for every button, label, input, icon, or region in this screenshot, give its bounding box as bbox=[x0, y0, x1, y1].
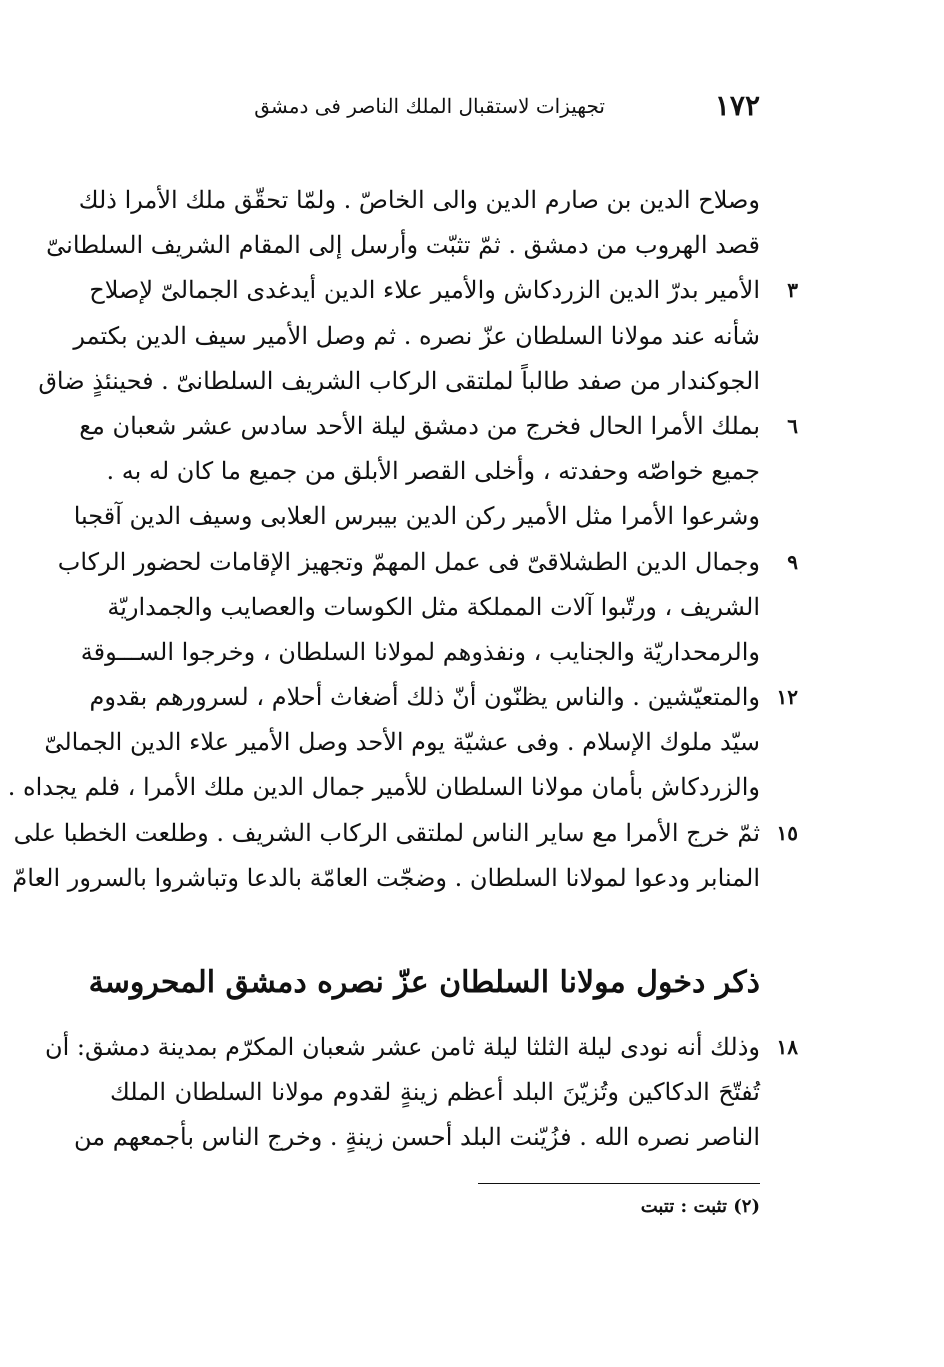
text-line bbox=[38, 359, 760, 404]
text-line bbox=[57, 540, 798, 585]
line-text: الشريف ، ورتّبوا آلات المملكة مثل الكوسات والعصايب والجمداريّة bbox=[107, 592, 760, 621]
body-paragraph bbox=[7, 178, 798, 901]
page-number: ١٧٢ bbox=[714, 89, 760, 122]
section-heading: ذكر دخول مولانا السلطان عزّ نصره دمشق المحروسة bbox=[88, 965, 760, 1000]
line-text: وصلاح الدين بن صارم الدين والى الخاصّ . ولمّا تحقّق ملك الأمرا ذلك bbox=[78, 186, 760, 214]
line-number: ١٢ bbox=[776, 685, 798, 710]
text-line bbox=[79, 404, 798, 449]
text-line bbox=[46, 223, 760, 268]
text-line bbox=[73, 314, 760, 359]
running-title: تجهيزات لاستقبال الملك الناصر فى دمشق bbox=[254, 94, 605, 118]
line-number: ٣ bbox=[787, 278, 798, 303]
line-text: الناصر نصره الله . فزُيّنت البلد أحسن زينةٍ . وخرج الناس بأجمعهم من bbox=[73, 1123, 760, 1152]
line-text: المنابر ودعوا لمولانا السلطان . وضجّت العامّة بالدعا وتباشروا بالسرور العامّ bbox=[12, 863, 760, 892]
line-text: وجمال الدين الطشلاقىّ فى عمل المهمّ وتجهيز الإقامات لحضور الركاب bbox=[57, 547, 760, 576]
line-text: الأمير بدرّ الدين الزردكاش والأمير علاء الدين أيدغدى الجمالىّ لإصلاح bbox=[89, 276, 760, 305]
line-number: ٩ bbox=[787, 549, 798, 574]
line-text: بملك الأمرا الحال فخرج من دمشق ليلة الأحد سادس عشر شعبان مع bbox=[79, 411, 760, 440]
line-text: وشرعوا الأمرا مثل الأمير ركن الدين بيبرس العلابى وسيف الدين آقجبا bbox=[73, 502, 760, 531]
line-text: تُفتّحَ الدكاكين وتُزيّنَ البلد أعظم زينةٍ لقدوم مولانا السلطان الملك bbox=[110, 1078, 760, 1107]
text-line bbox=[107, 585, 760, 630]
line-text: جميع خواصّه وحفدته ، وأخلى القصر الأبلق من جميع ما كان له به . bbox=[106, 457, 760, 486]
line-text: والمتعيّشين . والناس يظنّون أنّ ذلك أضغاث أحلام ، لسرورهم بقدوم bbox=[89, 683, 760, 712]
line-text: ثمّ خرج الأمرا مع ساير الناس لملتقى الركاب الشريف . وطلعت الخطبا على bbox=[13, 818, 760, 847]
line-number: ٦ bbox=[787, 413, 798, 438]
text-line bbox=[110, 1070, 760, 1115]
text-line bbox=[73, 1115, 760, 1160]
page-header bbox=[254, 86, 760, 126]
text-line bbox=[89, 675, 798, 720]
line-text: والزردكاش بأمان مولانا السلطان للأمير جمال الدين ملك الأمرا ، فلم يجداه . bbox=[7, 773, 760, 802]
text-line bbox=[73, 494, 760, 539]
section-paragraph bbox=[44, 1025, 798, 1161]
text-line bbox=[13, 811, 798, 856]
line-text: الجوكندار من صفد طالباً لملتقى الركاب الشريف السلطانىّ . فحينئذٍ ضاق bbox=[38, 366, 760, 395]
text-line bbox=[106, 449, 760, 494]
text-line bbox=[89, 268, 798, 313]
text-line bbox=[44, 1025, 798, 1070]
text-line bbox=[78, 178, 760, 223]
line-text: شأنه عند مولانا السلطان عزّ نصره . ثم وصل الأمير سيف الدين بكتمر bbox=[73, 321, 760, 350]
footnote-rule bbox=[478, 1183, 760, 1184]
text-line bbox=[80, 630, 760, 675]
line-text: والرمحداريّة والجنايب ، ونفذوهم لمولانا السلطان ، وخرجوا الســـوقة bbox=[80, 637, 760, 666]
line-text: وذلك أنه نودى ليلة الثلثا ليلة ثامن عشر شعبان المكرّم بمدينة دمشق: أن bbox=[44, 1033, 760, 1061]
footnote: (٢) تثبت : تتبت bbox=[640, 1196, 760, 1217]
text-line bbox=[7, 765, 760, 810]
text-line bbox=[12, 856, 760, 901]
line-text: قصد الهروب من دمشق . ثمّ تثبّت وأرسل إلى المقام الشريف السلطانىّ bbox=[46, 231, 760, 260]
line-number: ١٨ bbox=[776, 1035, 798, 1059]
line-number: ١٥ bbox=[776, 820, 798, 845]
text-line bbox=[44, 720, 760, 765]
line-text: سيّد ملوك الإسلام . وفى عشيّة يوم الأحد وصل الأمير علاء الدين الجمالىّ bbox=[44, 728, 760, 757]
